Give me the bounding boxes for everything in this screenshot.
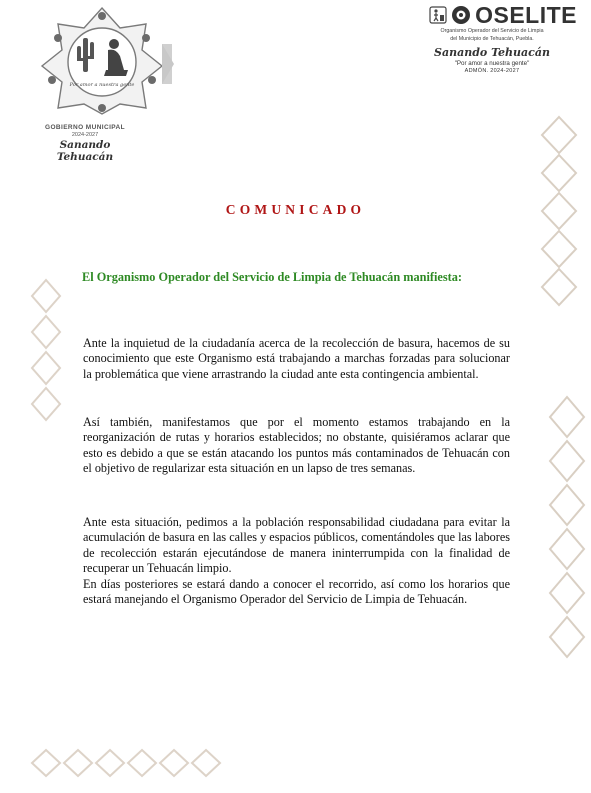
oselite-subtitle-2: del Municipio de Tehuacán, Puebla.	[450, 36, 534, 42]
bottom-ornament	[30, 748, 230, 778]
government-block	[30, 124, 140, 163]
government-title: GOBIERNO MUNICIPAL	[44, 124, 126, 131]
paragraph-2-text: Así también, manifestamos que por el momento estamos trabajando en la reorganización de rutas y horarios establecidos; no obstante, quisiéramos aclarar que esto es debido a que se están atacando los puntos más contaminados de Tehuacán con el objetivo de regularizar esta situación en un lapso de tres semanas.	[83, 415, 510, 476]
oselite-admin-period: ADMÓN. 2024-2027	[464, 68, 520, 74]
oselite-slogan: Sanando Tehuacán	[434, 46, 550, 59]
left-ornament	[30, 278, 62, 428]
recycle-person-icon	[429, 6, 447, 24]
intro-line: El Organismo Operador del Servicio de Limpia de Tehuacán manifiesta:	[82, 270, 462, 284]
document-heading: COMUNICADO	[225, 202, 366, 217]
oselite-motto: "Por amor a nuestra gente"	[454, 60, 530, 67]
government-slogan: Sanando Tehuacán	[56, 139, 114, 163]
paragraph-3b-text: En días posteriores se estará dando a conocer el recorrido, así como los horarios que estará manejando el Organismo Operador del Servicio de Limpia de Tehuacán.	[83, 576, 510, 607]
emblem-motto: Por amor a nuestra gente	[69, 82, 135, 88]
paragraph-3a-text: Ante esta situación, pedimos a la población responsabilidad ciudadana para evitar la acumulación de basura en las calles y espacios públicos, comentándoles que las labores de recolección estarán ejecutándose de manera ininterrumpida con la finalidad de recuperar un Tehuacán limpio.	[83, 515, 510, 576]
paragraph-1-text: Ante la inquietud de la ciudadanía acerca de la recolección de basura, hacemos de su conocimiento que este Organismo está trabajando a marchas forzadas para solucionar la problemática que viene arrastrando la ciudad ante esta contingencia ambiental.	[83, 336, 510, 381]
oselite-brand: OSELITE	[475, 2, 577, 28]
paragraph-3	[83, 515, 510, 607]
paragraph-1	[83, 336, 510, 382]
right-ornament-bottom	[548, 395, 586, 665]
oselite-logo-block	[407, 3, 577, 74]
government-years: 2024-2027	[71, 132, 99, 138]
oselite-subtitle-1: Organismo Operador del Servicio de Limpia	[440, 28, 544, 34]
gear-icon	[450, 4, 472, 26]
paragraph-2	[83, 415, 510, 477]
municipal-emblem-logo	[28, 4, 176, 116]
